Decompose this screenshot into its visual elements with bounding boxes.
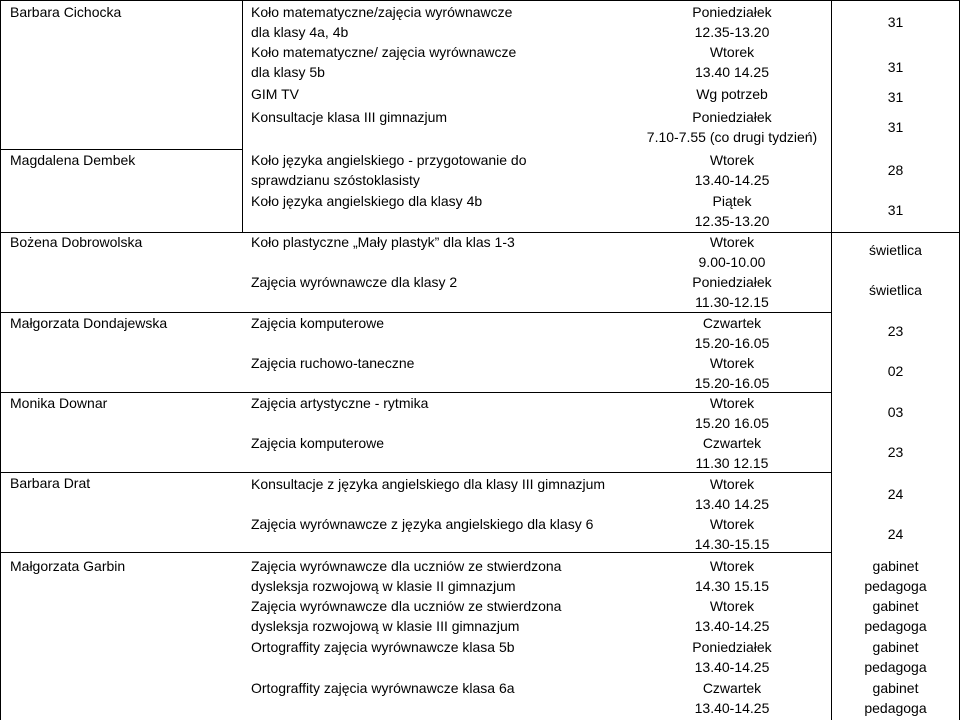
day-cell: Wg potrzeb: [696, 86, 768, 102]
day-cell: Wtorek: [709, 558, 755, 574]
day-cell: Wtorek: [709, 395, 755, 411]
day-cell: Wtorek: [709, 516, 755, 532]
day-cell: Czwartek: [702, 680, 762, 696]
time-cell: 11.30-12.15: [695, 294, 769, 310]
room-cell: 24: [887, 486, 904, 502]
room-cell: gabinet: [872, 598, 919, 614]
activity-line: dla klasy 5b: [251, 64, 325, 80]
room-cell: świetlica: [869, 242, 922, 258]
time-cell: 15.20-16.05: [694, 335, 770, 351]
activity-line: Koło plastyczne „Mały plastyk” dla klas 1-3: [251, 234, 515, 250]
teacher-name: Barbara Cichocka: [10, 4, 122, 20]
time-cell: 13.40-14.25: [694, 659, 770, 675]
time-cell: 15.20 16.05: [695, 415, 769, 431]
activity-line: Zajęcia artystyczne - rytmika: [251, 395, 429, 411]
activity-line: Koło matematyczne/zajęcia wyrównawcze: [251, 4, 513, 20]
time-cell: 13.40-14.25: [694, 172, 770, 188]
room-cell: pedagoga: [864, 659, 927, 675]
time-cell: 15.20-16.05: [694, 375, 770, 391]
time-cell: 12.35-13.20: [694, 24, 770, 40]
activity-line: Zajęcia wyrównawcze dla klasy 2: [251, 274, 458, 290]
room-cell: 31: [887, 89, 904, 105]
activity-line: GIM TV: [251, 86, 299, 102]
room-cell: gabinet: [872, 639, 919, 655]
time-cell: 12.35-13.20: [694, 213, 770, 229]
day-cell: Czwartek: [702, 315, 762, 331]
activity-line: dysleksja rozwojową w klasie II gimnazjum: [251, 578, 516, 594]
activity-line: Zajęcia ruchowo-taneczne: [251, 355, 415, 371]
room-cell: 24: [887, 526, 904, 542]
activity-line: Zajęcia komputerowe: [251, 315, 385, 331]
activity-line: Ortograffity zajęcia wyrównawcze klasa 5b: [251, 639, 515, 655]
activity-line: Koło języka angielskiego dla klasy 4b: [251, 193, 483, 209]
time-cell: 13.40-14.25: [694, 700, 770, 716]
room-cell: 03: [887, 404, 904, 420]
activity-line: Koło matematyczne/ zajęcia wyrównawcze: [251, 44, 517, 60]
day-cell: Wtorek: [709, 598, 755, 614]
day-cell: Wtorek: [709, 355, 755, 371]
activity-line: dysleksja rozwojową w klasie III gimnazjum: [251, 618, 520, 634]
day-cell: Poniedziałek: [692, 109, 772, 125]
room-cell: pedagoga: [864, 700, 927, 716]
room-cell: 31: [887, 59, 904, 75]
day-cell: Wtorek: [709, 44, 755, 60]
activity-line: Zajęcia wyrównawcze dla uczniów ze stwierdzona: [251, 558, 562, 574]
teacher-name: Małgorzata Dondajewska: [10, 315, 168, 331]
activity-line: dla klasy 4a, 4b: [251, 24, 349, 40]
time-cell: 13.40-14.25: [694, 618, 770, 634]
table-border-top: [0, 0, 960, 1]
time-cell: 7.10-7.55 (co drugi tydzień): [646, 129, 818, 145]
day-cell: Poniedziałek: [692, 4, 772, 20]
day-cell: Czwartek: [702, 435, 762, 451]
activity-line: Zajęcia komputerowe: [251, 435, 385, 451]
teacher-name: Małgorzata Garbin: [10, 558, 126, 574]
room-cell: pedagoga: [864, 618, 927, 634]
teacher-name: Monika Downar: [10, 395, 108, 411]
activity-line: Zajęcia wyrównawcze z języka angielskiego dla klasy 6: [251, 516, 594, 532]
room-cell: 31: [887, 119, 904, 135]
activity-line: Zajęcia wyrównawcze dla uczniów ze stwierdzona: [251, 598, 562, 614]
room-cell: 31: [887, 202, 904, 218]
activity-line: Konsultacje z języka angielskiego dla klasy III gimnazjum: [251, 476, 606, 492]
teacher-name: Magdalena Dembek: [10, 152, 136, 168]
day-cell: Wtorek: [709, 234, 755, 250]
room-cell: 23: [887, 323, 904, 339]
time-cell: 11.30 12.15: [695, 455, 769, 471]
room-cell: gabinet: [872, 680, 919, 696]
activity-line: Konsultacje klasa III gimnazjum: [251, 109, 448, 125]
room-cell: 23: [887, 444, 904, 460]
time-cell: 13.40 14.25: [695, 64, 769, 80]
room-cell: świetlica: [869, 282, 922, 298]
time-cell: 9.00-10.00: [698, 254, 766, 270]
teacher-name: Bożena Dobrowolska: [10, 234, 143, 250]
day-cell: Wtorek: [709, 476, 755, 492]
activity-line: Ortograffity zajęcia wyrównawcze klasa 6a: [251, 680, 515, 696]
room-cell: 28: [887, 162, 904, 178]
time-cell: 14.30 15.15: [695, 578, 769, 594]
room-cell: 02: [887, 363, 904, 379]
day-cell: Poniedziałek: [692, 639, 772, 655]
activity-line: Koło języka angielskiego - przygotowanie do: [251, 152, 527, 168]
day-cell: Poniedziałek: [692, 274, 772, 290]
room-cell: gabinet: [872, 558, 919, 574]
activity-line: sprawdzianu szóstoklasisty: [251, 172, 420, 188]
room-cell: 31: [887, 14, 904, 30]
room-cell: pedagoga: [864, 578, 927, 594]
teacher-column-divider-top: [242, 0, 243, 232]
teacher-name: Barbara Drat: [10, 475, 91, 491]
day-cell: Wtorek: [709, 152, 755, 168]
time-cell: 13.40 14.25: [695, 496, 769, 512]
day-cell: Piątek: [712, 193, 752, 209]
table-border-left: [0, 0, 1, 720]
time-cell: 14.30-15.15: [694, 536, 770, 552]
